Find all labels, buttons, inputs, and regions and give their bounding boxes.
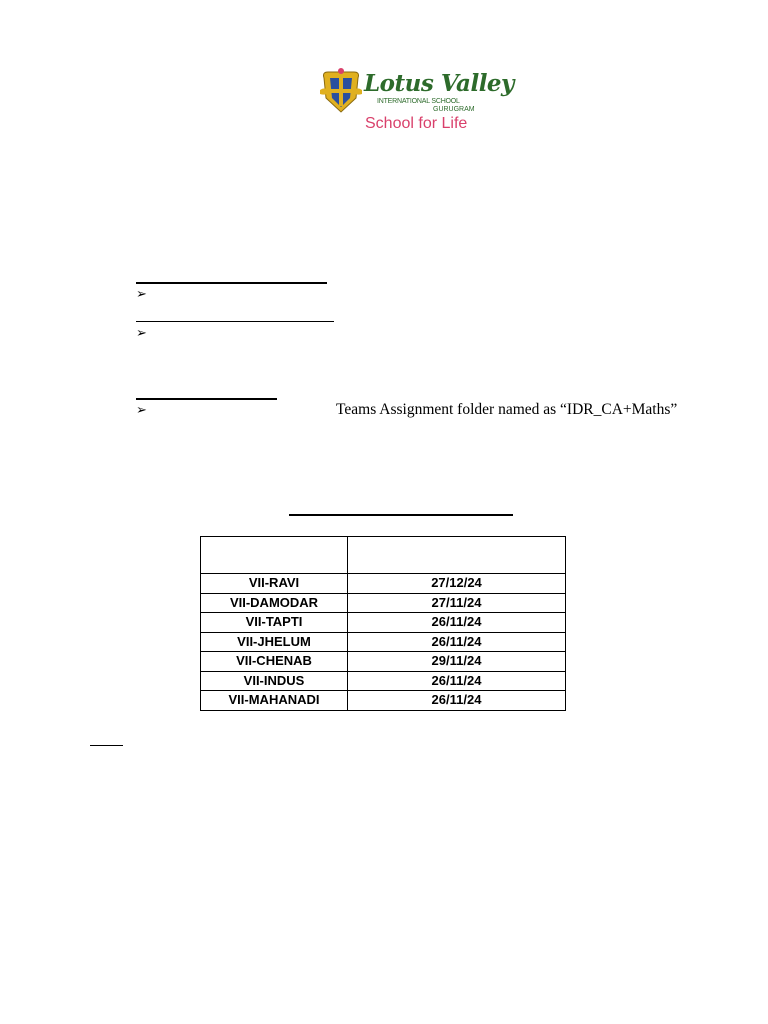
table-row [201,593,566,613]
column-header [348,537,566,574]
table-row [201,574,566,594]
date-cell: 26/11/24 [348,632,566,652]
school-tagline: School for Life [365,115,468,132]
schedule-table [200,536,566,711]
arrow-bullet-icon: ➢ [136,287,147,302]
section-heading-underline [136,321,334,322]
table-header-row [201,537,566,574]
school-subtitle: INTERNATIONAL SCHOOL [377,98,460,105]
table-row [201,691,566,711]
bullet-text: Teams Assignment folder named as “IDR_CA+Maths” [336,401,678,418]
date-cell: 26/11/24 [348,671,566,691]
table-row [201,632,566,652]
date-cell: 26/11/24 [348,613,566,633]
section-cell: VII-DAMODAR [201,593,348,613]
table-row [201,652,566,672]
section-heading-underline [136,282,327,284]
section-cell: VII-TAPTI [201,613,348,633]
school-logo [320,66,514,138]
arrow-bullet-icon: ➢ [136,403,147,418]
date-cell: 27/12/24 [348,574,566,594]
date-cell: 27/11/24 [348,593,566,613]
table-row [201,613,566,633]
column-header [201,537,348,574]
section-heading-underline [136,398,277,400]
arrow-bullet-icon: ➢ [136,326,147,341]
footnote-underline [90,745,123,746]
section-cell: VII-JHELUM [201,632,348,652]
school-location: GURUGRAM [433,106,475,113]
section-cell: VII-INDUS [201,671,348,691]
date-cell: 29/11/24 [348,652,566,672]
section-cell: VII-RAVI [201,574,348,594]
section-cell: VII-CHENAB [201,652,348,672]
table-row [201,671,566,691]
school-name: Lotus Valley [364,70,514,97]
date-cell: 26/11/24 [348,691,566,711]
section-cell: VII-MAHANADI [201,691,348,711]
school-crest-icon [320,68,362,114]
table-title-underline [289,514,513,516]
